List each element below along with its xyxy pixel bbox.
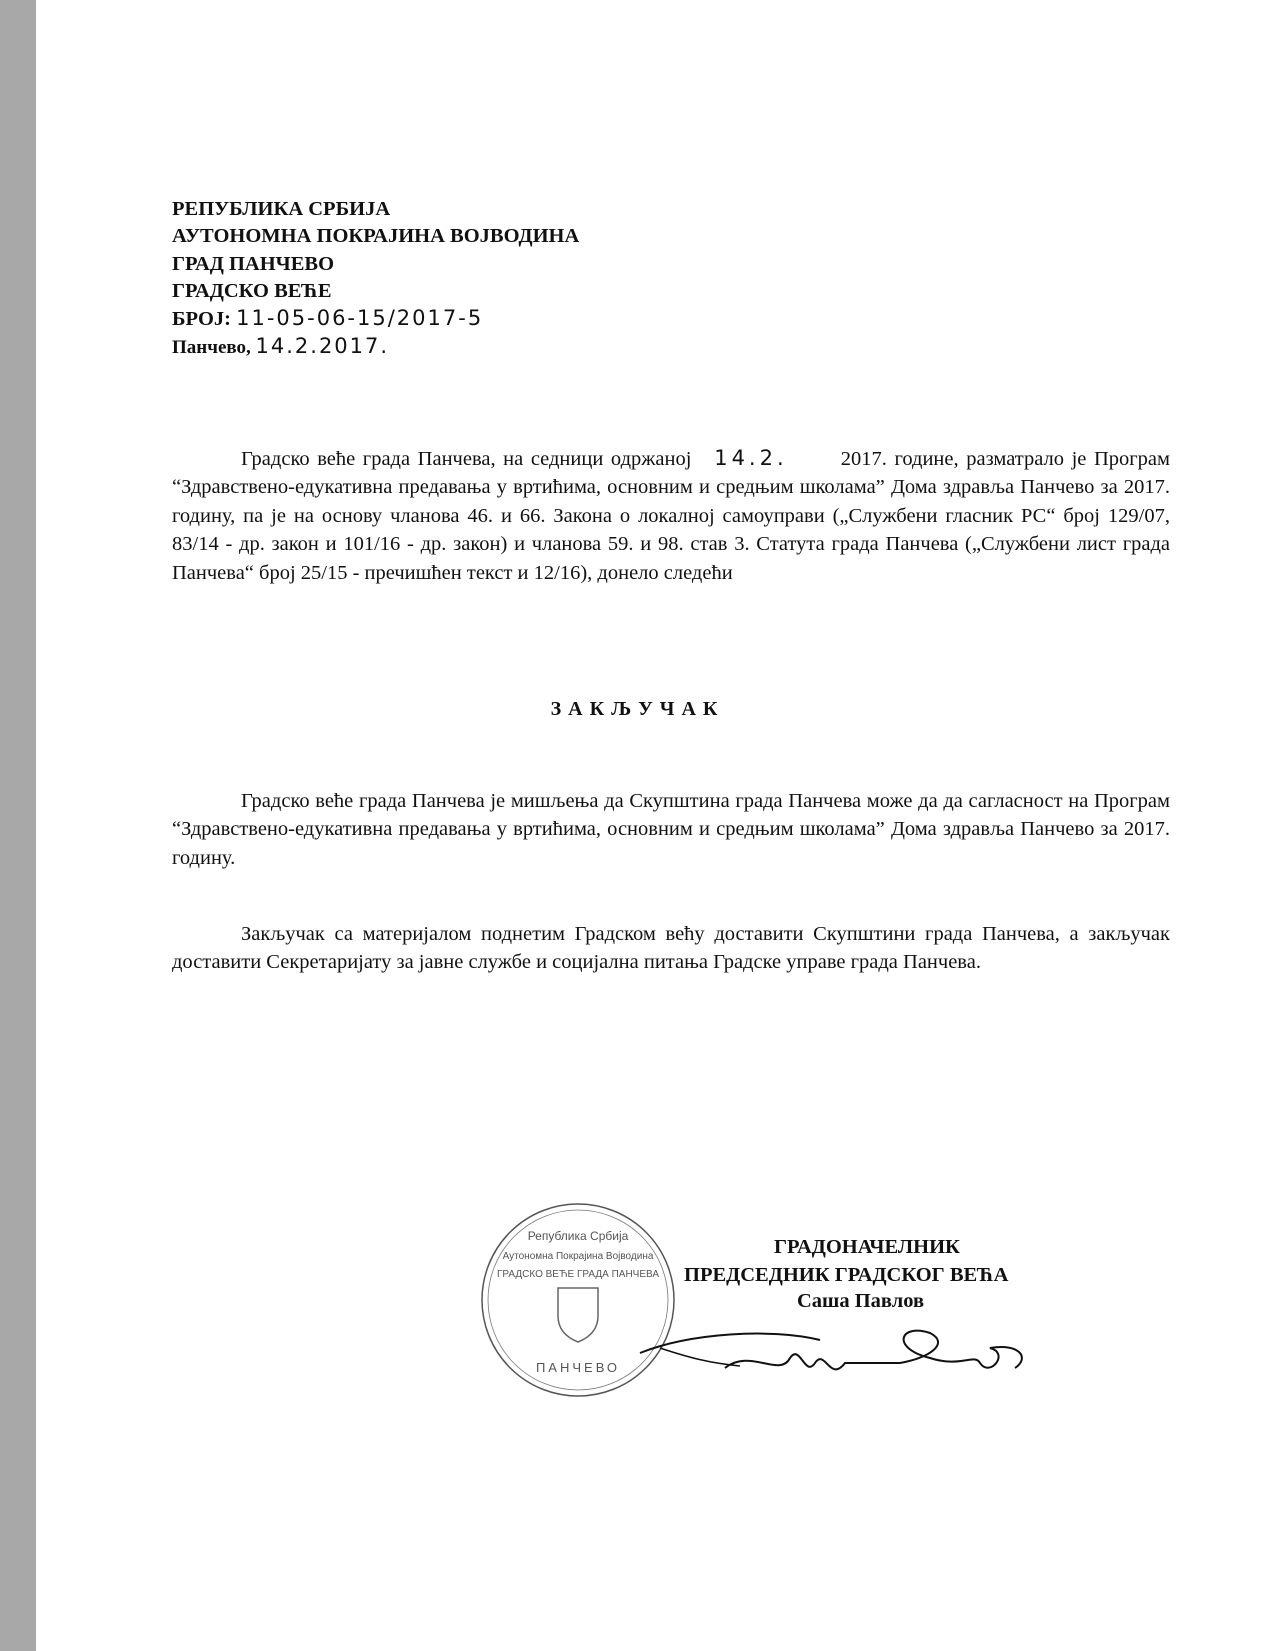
signature-title-2: ПРЕДСЕДНИК ГРАДСКОГ ВЕЋА (684, 1264, 1009, 1286)
place-label: Панчево, (172, 337, 251, 359)
document-header (172, 196, 579, 362)
coat-of-arms-icon (558, 1288, 598, 1342)
date-value: 14.2.2017. (255, 334, 390, 359)
intro-paragraph (172, 444, 1170, 587)
intro-text-2: 2017. године, разматрало је Програм “Здравствено-едукативна предавања у вртићима, основним и средњим школама” Дома здравља Панчево за 2017. годину, па је на основу чланова 46. и 66. Закона о локалној самоуправи („Службени гласник РС“ број 129/07, 83/14 - др. закон и 101/16 - др. закон) и чланова 59. и 98. став 3. Статута града Панчева („Службени лист града Панчева“ број 25/15 - пречишћен текст и 12/16), донело следећи (172, 448, 1171, 584)
conclusion-text: Градско веће града Панчева је мишљења да Скупштина града Панчева може да да сагласност на Програм “Здравствено-едукативна предавања у вртићима, основним и средњим школама” Дома здравља Панчево за 2017. годину. (172, 790, 1170, 869)
header-line: РЕПУБЛИКА СРБИЈА (172, 198, 391, 220)
stamp-bottom-text: ПАНЧЕВО (535, 1360, 621, 1375)
stamp-middle-text: Аутономна Покрајина Војводина (502, 1251, 654, 1262)
document-place-date (172, 333, 579, 361)
signatory-name: Саша Павлов (797, 1290, 925, 1312)
signature-title-1: ГРАДОНАЧЕЛНИК (774, 1236, 960, 1258)
number-label: БРОЈ: (172, 308, 231, 331)
stamp-inner-text: ГРАДСКО ВЕЋЕ ГРАДА ПАНЧЕВА (496, 1269, 660, 1280)
number-value: 11-05-06-15/2017-5 (236, 306, 484, 331)
delivery-paragraph (172, 920, 1170, 977)
conclusion-paragraph (172, 787, 1170, 872)
delivery-text: Закључак са материјалом поднетим Градском већу доставити Скупштини града Панчева, а закључак доставити Секретаријату за јавне службе и социјална питања Градске управе града Панчева. (172, 923, 1170, 974)
scan-edge (0, 0, 36, 1651)
header-line: ГРАДСКО ВЕЋЕ (172, 279, 332, 302)
header-line: АУТОНОМНА ПОКРАЈИНА ВОЈВОДИНА (172, 225, 580, 248)
handwritten-session-date: 14.2. (714, 446, 788, 470)
document-title: ЗАКЉУЧАК (550, 698, 725, 720)
stamp-outer-text: Република Србија (527, 1229, 629, 1243)
intro-text-1: Градско веће града Панчева, на седници одржаној (241, 448, 692, 470)
header-line: ГРАД ПАНЧЕВО (172, 252, 335, 275)
document-number (172, 305, 579, 333)
handwritten-signature (630, 1318, 1050, 1408)
